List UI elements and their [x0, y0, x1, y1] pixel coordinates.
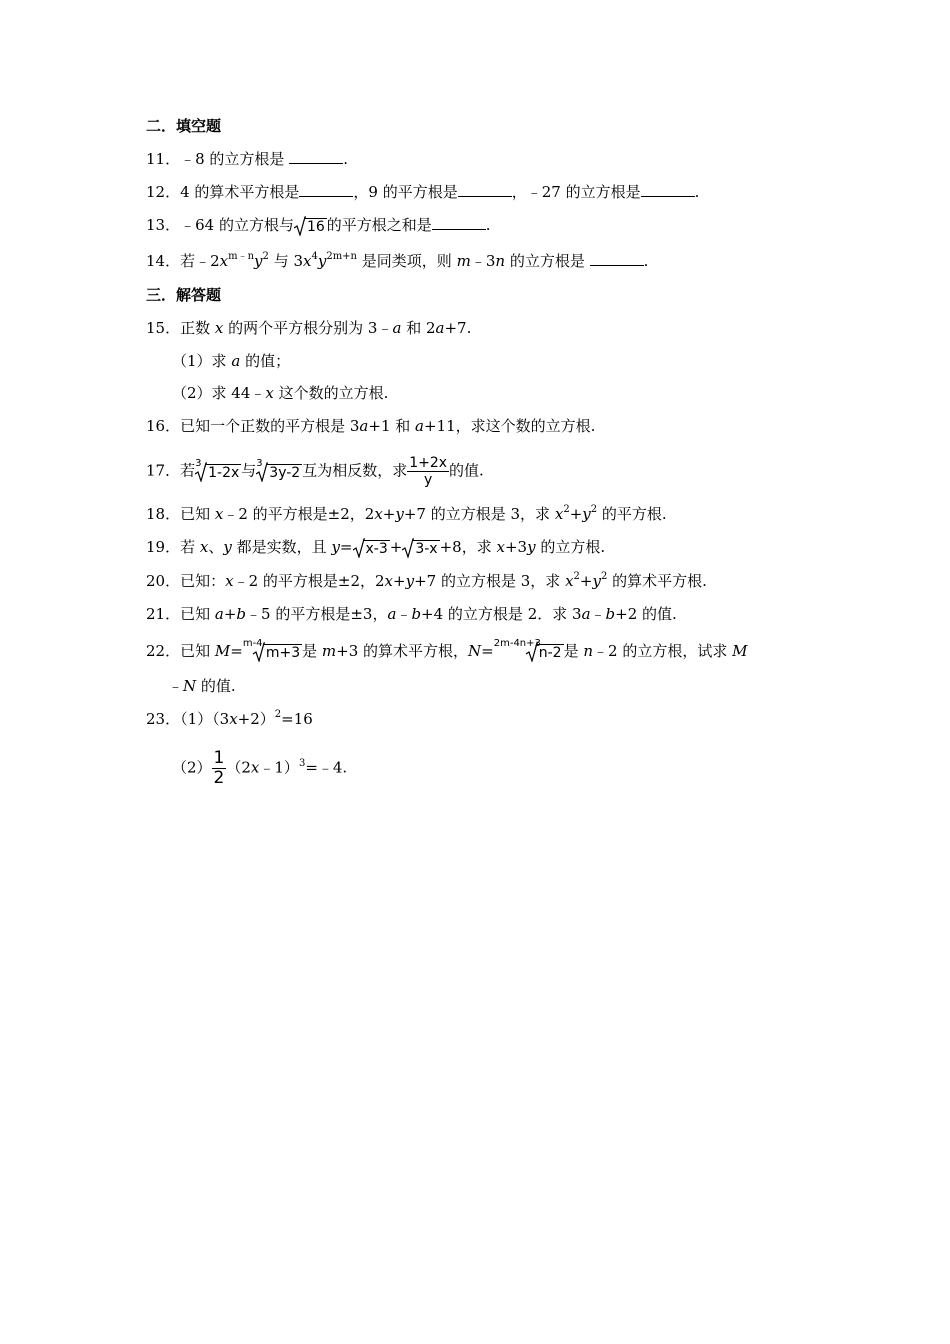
- answer-blank[interactable]: [432, 215, 486, 230]
- question-11: 11．﹣8 的立方根是 .: [146, 150, 348, 168]
- question-17: 17．若 3 1-2x 与 3 3y-2 互为相反数，求 $\frac{1+2x}{y}$ 的值.: [146, 455, 484, 488]
- nth-root-expression: m-4 m+3: [242, 638, 301, 661]
- question-13: 13．﹣64 的立方根与 16 的平方根之和是 .: [146, 216, 491, 235]
- question-23: 23．$(1)(3x+2)^2=16$: [146, 709, 313, 728]
- question-12: 12．4 的算术平方根是 ，9 的平方根是 ，﹣27 的立方根是 .: [146, 183, 700, 201]
- fraction: $\frac{1+2x}{y}$: [409, 455, 448, 488]
- question-23-part-2: （2） $\frac{1}{2}$ （2x﹣1）$^3$=﹣4.: [172, 748, 348, 788]
- answer-blank[interactable]: [289, 149, 343, 164]
- cube-root-expression: 3 1-2x: [195, 457, 240, 481]
- answer-blank[interactable]: [590, 251, 644, 266]
- question-15-part-2: （2）求 44﹣x 这个数的立方根.: [172, 384, 389, 402]
- question-15-part-1: （1）求 a 的值；: [172, 352, 291, 370]
- question-18: 18．已知 x﹣2 的平方根是±2，2x+y+7 的立方根是 3，求 $x^2+y^2$ 的平方根.: [146, 504, 667, 523]
- question-20: 20．已知：x﹣2 的平方根是±2，2x+y+7 的立方根是 3，求 $x^2+y^2$ 的算术平方根.: [146, 571, 707, 590]
- answer-blank[interactable]: [458, 182, 512, 197]
- nth-root-expression: 2m-4n+3 n-2: [493, 638, 562, 661]
- answer-blank[interactable]: [299, 182, 353, 197]
- question-21: 21．已知 a+b﹣5 的平方根是±3，a﹣b+4 的立方根是 2．求 3a﹣b+2 的值.: [146, 605, 677, 623]
- fraction: $\frac{1}{2}$: [213, 748, 225, 788]
- section-heading-fill: 二．填空题: [146, 117, 222, 135]
- sqrt-expression: 16: [294, 216, 327, 236]
- sqrt-expression: x-3: [353, 538, 390, 558]
- question-16: 16．已知一个正数的平方根是 3a+1 和 a+11，求这个数的立方根.: [146, 417, 596, 435]
- question-15: 15．正数 x 的两个平方根分别为 3﹣a 和 2a+7.: [146, 319, 472, 337]
- question-22-continued: ﹣N 的值.: [168, 677, 236, 695]
- sqrt-expression: 3-x: [402, 538, 439, 558]
- cube-root-expression: 3 3y-2: [256, 457, 301, 481]
- question-14: 14．若$﹣2x^{m﹣n}y^2$ 与 $3x^4y^{2m+n}$ 是同类项，则 m﹣3n 的立方根是 .: [146, 251, 649, 270]
- question-22: 22．已知 M= m-4 m+3 是 m+3 的算术平方根，N= 2m-4n+3 n-2 是 n﹣2 的立方根，试求 M: [146, 638, 748, 661]
- question-19: 19．若 x、y 都是实数，且 y= x-3 + 3-x +8，求 x+3y 的立方根.: [146, 538, 606, 557]
- section-heading-solve: 三．解答题: [146, 286, 222, 304]
- answer-blank[interactable]: [641, 182, 695, 197]
